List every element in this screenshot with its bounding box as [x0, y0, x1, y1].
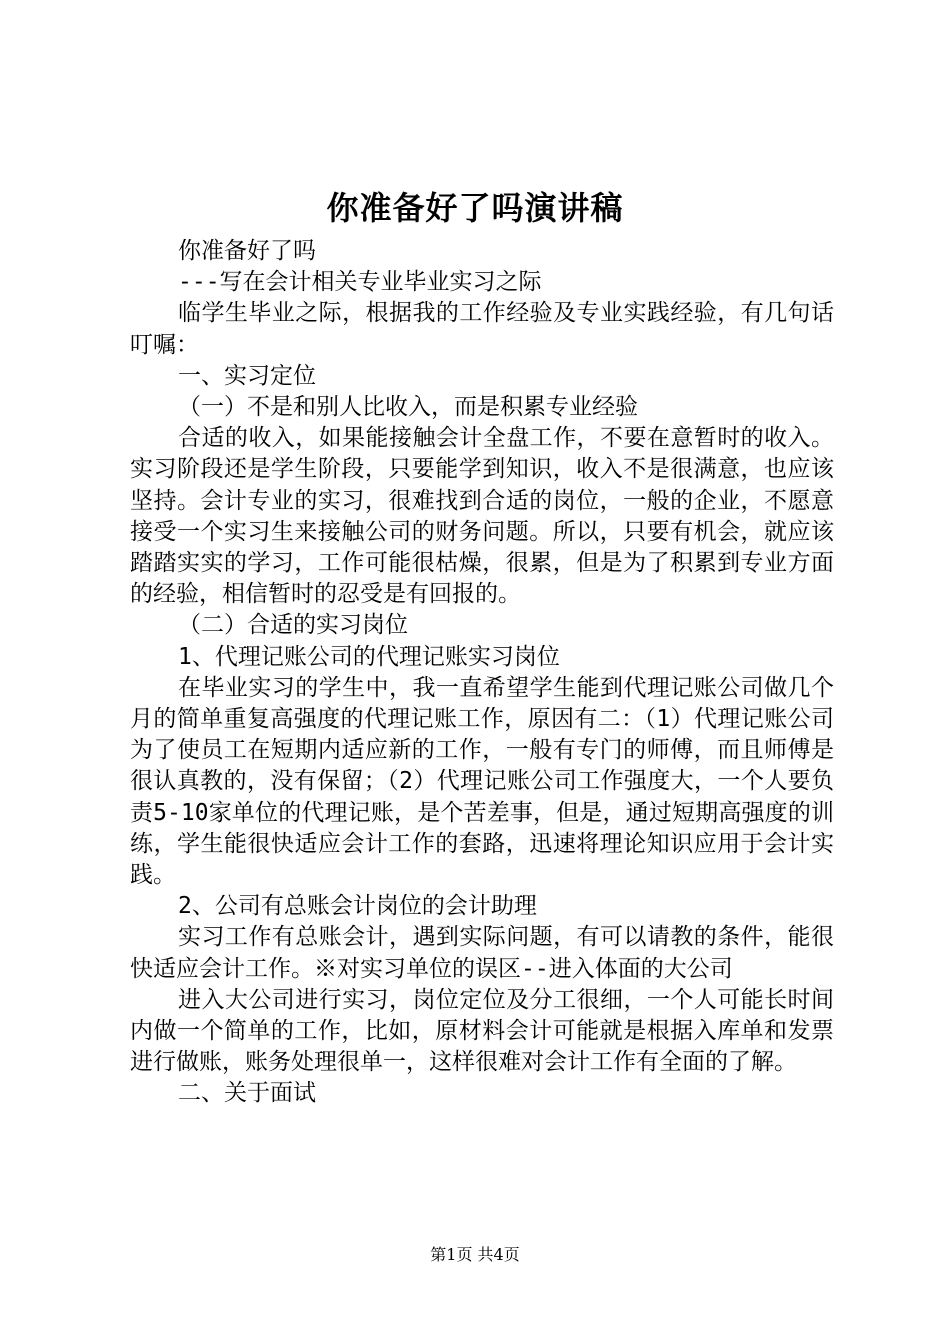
list-item-heading: 1、代理记账公司的代理记账实习岗位 — [178, 643, 560, 670]
paragraph: 合适的收入，如果能接触会计全盘工作，不要在意暂时的收入。实习阶段还是学生阶段，只要能学到知识，收入不是很满意，也应该坚持。会计专业的实习，很难找到合适的岗位，一般的企业，不愿意接受一个实习生来接触公司的财务问题。所以，只要有机会，就应该踏踏实实的学习，工作可能很枯燥，很累，但是为了积累到专业方面的经验，相信暂时的忍受是有回报的。 — [130, 425, 834, 608]
paragraph: 实习工作有总账会计，遇到实际问题，有可以请教的条件，能很快适应会计工作。※对实习单位的误区--进入体面的大公司 — [130, 924, 834, 982]
page-footer: 第1页 共4页 — [430, 1245, 520, 1264]
paragraph: 进入大公司进行实习，岗位定位及分工很细，一个人可能长时间内做一个简单的工作，比如，原材料会计可能就是根据入库单和发票进行做账，账务处理很单一，这样很难对会计工作有全面的了解。 — [130, 986, 834, 1076]
paragraph: 在毕业实习的学生中，我一直希望学生能到代理记账公司做几个月的简单重复高强度的代理记账工作，原因有二：（1）代理记账公司为了使员工在短期内适应新的工作，一般有专门的师傅，而且师傅是很认真教的，没有保留；（2）代理记账公司工作强度大，一个人要负责5-10家单位的代理记账，是个苦差事，但是，通过短期高强度的训练，学生能很快适应会计工作的套路，迅速将理论知识应用于会计实践。 — [130, 674, 834, 889]
document-title: 你准备好了吗演讲稿 — [326, 189, 624, 227]
paragraph: ---写在会计相关专业毕业实习之际 — [178, 269, 542, 296]
document-body — [130, 236, 834, 1110]
list-item-heading: 2、公司有总账会计岗位的会计助理 — [178, 893, 537, 920]
section-heading: 一、实习定位 — [178, 362, 316, 389]
paragraph: 临学生毕业之际，根据我的工作经验及专业实践经验，有几句话叮嘱： — [130, 300, 834, 358]
section-heading: 二、关于面试 — [178, 1080, 316, 1107]
subsection-heading: （二）合适的实习岗位 — [178, 612, 408, 639]
subsection-heading: （一）不是和别人比收入，而是积累专业经验 — [178, 394, 638, 421]
paragraph: 你准备好了吗 — [178, 238, 316, 264]
